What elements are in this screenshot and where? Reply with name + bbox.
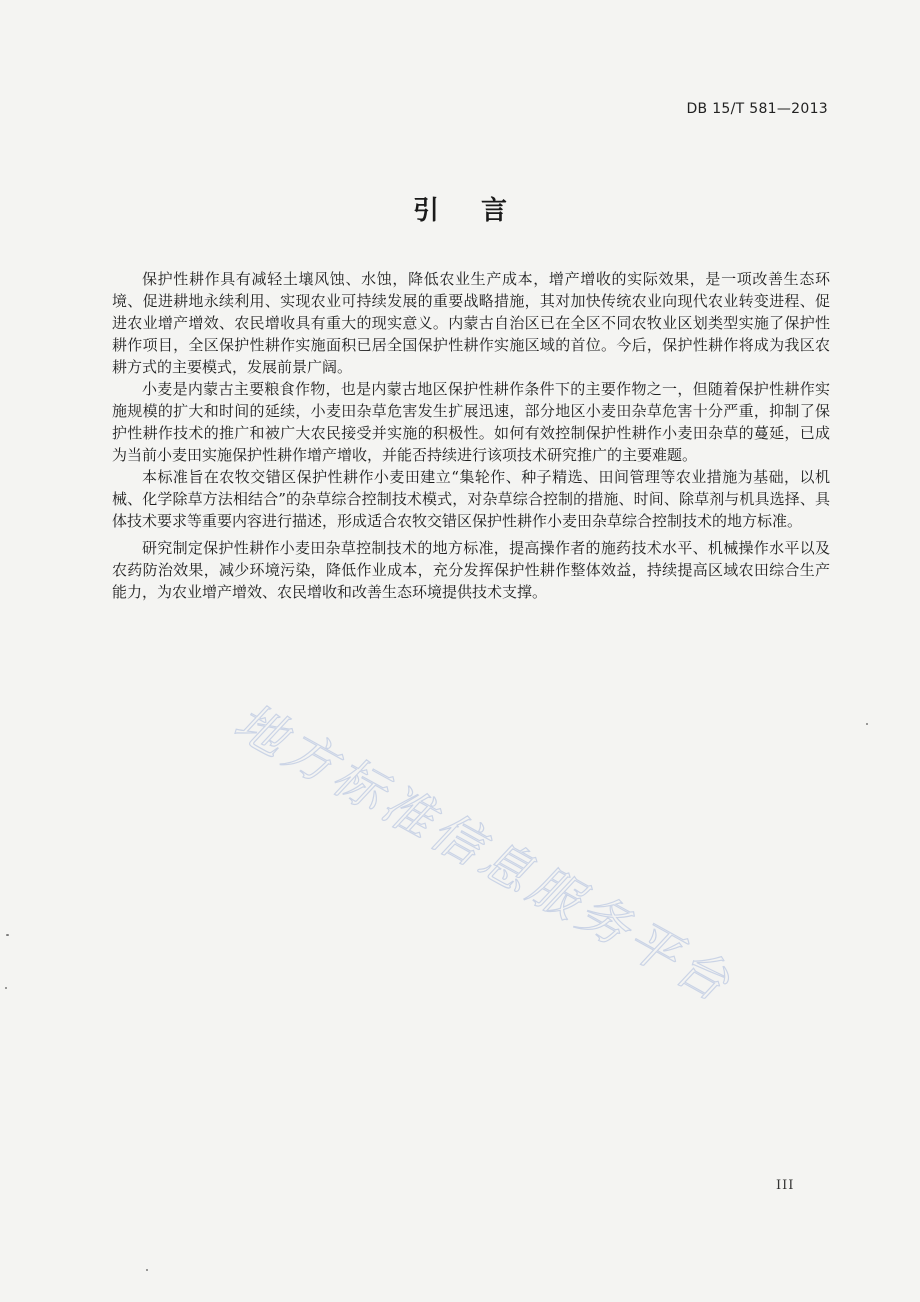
standard-code: DB 15/T 581—2013	[686, 101, 828, 117]
scan-speck	[5, 987, 7, 989]
page-title: 引言	[412, 196, 549, 226]
paragraph-4: 研究制定保护性耕作小麦田杂草控制技术的地方标准，提高操作者的施药技术水平、机械操作水平以及农药防治效果，减少环境污染，降低作业成本，充分发挥保护性耕作整体效益，持续提高区域农田综合生产能力，为农业增产增效、农民增收和改善生态环境提供技术支撑。	[112, 539, 830, 601]
scan-speck	[6, 934, 9, 936]
scan-speck	[866, 723, 868, 725]
paragraph-1: 保护性耕作具有减轻土壤风蚀、水蚀，降低农业生产成本，增产增收的实际效果，是一项改善生态环境、促进耕地永续利用、实现农业可持续发展的重要战略措施，其对加快传统农业向现代农业转变进程、促进农业增产增效、农民增收具有重大的现实意义。内蒙古自治区已在全区不同农牧业区划类型实施了保护性耕作项目，全区保护性耕作实施面积已居全国保护性耕作实施区域的首位。今后，保护性耕作将成为我区农耕方式的主要模式，发展前景广阔。	[112, 270, 830, 376]
page-number: III	[776, 1178, 795, 1193]
scan-speck	[146, 1269, 148, 1271]
paragraph-2: 小麦是内蒙古主要粮食作物，也是内蒙古地区保护性耕作条件下的主要作物之一，但随着保护性耕作实施规模的扩大和时间的延续，小麦田杂草危害发生扩展迅速，部分地区小麦田杂草危害十分严重，抑制了保护性耕作技术的推广和被广大农民接受并实施的积极性。如何有效控制保护性耕作小麦田杂草的蔓延，已成为当前小麦田实施保护性耕作增产增收，并能否持续进行该项技术研究推广的主要难题。	[112, 380, 830, 464]
introduction-body	[112, 268, 830, 603]
paragraph-3: 本标准旨在农牧交错区保护性耕作小麦田建立“集轮作、种子精选、田间管理等农业措施为基础，以机械、化学除草方法相结合”的杂草综合控制技术模式，对杂草综合控制的措施、时间、除草剂与机具选择、具体技术要求等重要内容进行描述，形成适合农牧交错区保护性耕作小麦田杂草综合控制技术的地方标准。	[112, 468, 830, 530]
watermark: 地方标准信息服务平台	[225, 692, 744, 1015]
